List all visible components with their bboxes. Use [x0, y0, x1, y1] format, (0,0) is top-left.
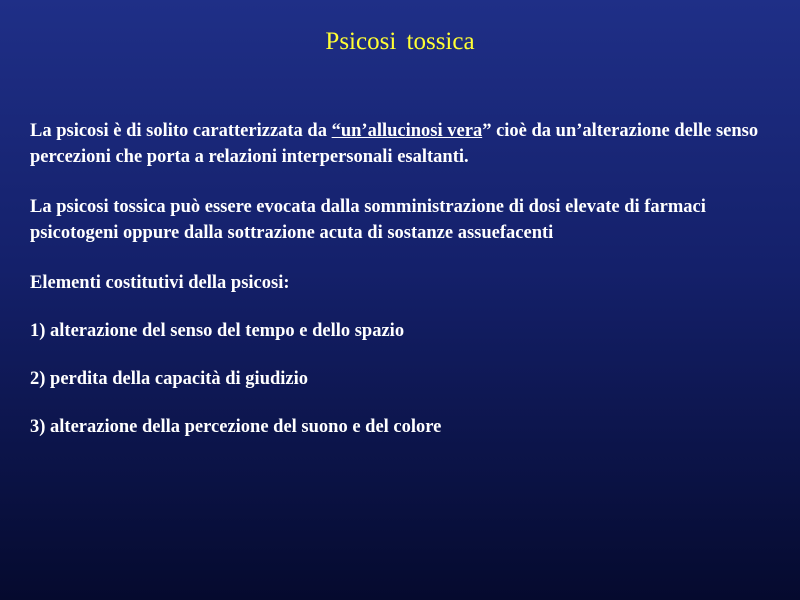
paragraph-toxic-psychosis: La psicosi tossica può essere evocata dalla somministrazione di dosi elevate di farmaci psicotogeni oppure dalla sottrazione acuta di sostanze assuefacenti: [30, 197, 706, 243]
underlined-quote: “un’allucinosi vera: [331, 121, 483, 141]
paragraph-definition-end: ” cioè da un’alterazione delle senso percezioni che porta a relazioni interpersonali esaltanti.: [30, 121, 759, 167]
paragraph-definition-start: La psicosi è di solito caratterizzata da: [30, 121, 332, 141]
paragraph-definition: [30, 118, 775, 170]
slide-title: Psicosi tossica: [325, 28, 475, 55]
elements-heading: Elementi costitutivi della psicosi:: [30, 273, 290, 293]
list-item: 3) alterazione della percezione del suono e del colore: [30, 417, 442, 437]
list-item: 1) alterazione del senso del tempo e dello spazio: [30, 321, 405, 341]
list-item: 2) perdita della capacità di giudizio: [30, 369, 309, 389]
slide-body: [30, 118, 775, 462]
